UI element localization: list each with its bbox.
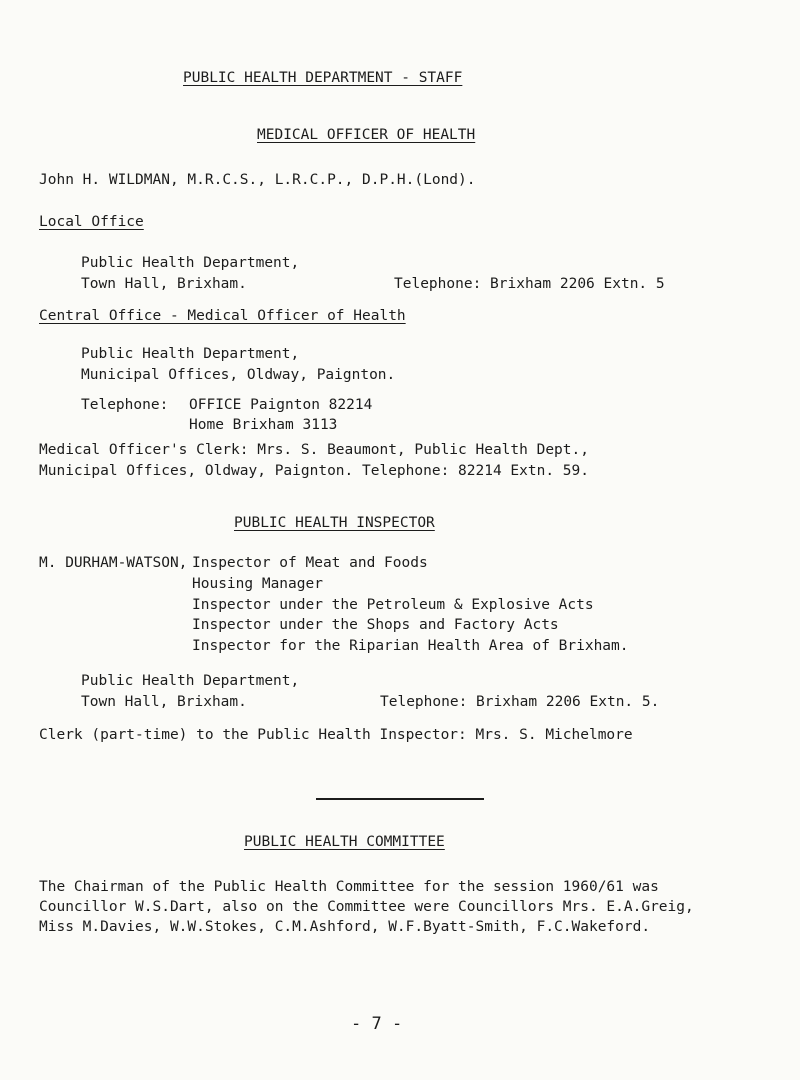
mo-clerk-line1: Medical Officer's Clerk: Mrs. S. Beaumont, Public Health Dept.,: [39, 442, 589, 458]
inspector-address-line2: Town Hall, Brixham.: [81, 694, 247, 710]
committee-line: Miss M.Davies, W.W.Stokes, C.M.Ashford, W.F.Byatt-Smith, F.C.Wakeford.: [39, 919, 651, 935]
inspector-role: Inspector of Meat and Foods: [192, 555, 428, 571]
central-office-heading: Central Office - Medical Officer of Health: [39, 308, 406, 324]
inspector-role: Housing Manager: [192, 576, 323, 592]
inspector-phone: Telephone: Brixham 2206 Extn. 5.: [380, 694, 660, 710]
local-office-heading: Local Office: [39, 214, 144, 230]
central-office-phone-home: Home Brixham 3113: [189, 417, 338, 433]
inspector-role: Inspector under the Petroleum & Explosive Acts: [192, 597, 594, 613]
mo-clerk-line2: Municipal Offices, Oldway, Paignton. Telephone: 82214 Extn. 59.: [39, 463, 589, 479]
inspector-address-line1: Public Health Department,: [81, 673, 300, 689]
committee-line: The Chairman of the Public Health Committee for the session 1960/61 was: [39, 879, 659, 895]
section-divider: [316, 798, 484, 800]
medical-officer-name: John H. WILDMAN, M.R.C.S., L.R.C.P., D.P.H.(Lond).: [39, 172, 476, 188]
medical-officer-heading: MEDICAL OFFICER OF HEALTH: [257, 127, 476, 143]
inspector-name: M. DURHAM-WATSON,: [39, 555, 188, 571]
local-office-address: Town Hall, Brixham.: [81, 276, 247, 292]
central-office-line2: Municipal Offices, Oldway, Paignton.: [81, 367, 396, 383]
inspector-clerk: Clerk (part-time) to the Public Health Inspector: Mrs. S. Michelmore: [39, 727, 633, 743]
local-office-line1: Public Health Department,: [81, 255, 300, 271]
page-number: - 7 -: [351, 1014, 403, 1034]
committee-heading: PUBLIC HEALTH COMMITTEE: [244, 834, 445, 850]
local-office-phone: Telephone: Brixham 2206 Extn. 5: [394, 276, 665, 292]
inspector-heading: PUBLIC HEALTH INSPECTOR: [234, 515, 435, 531]
central-office-phone-office: OFFICE Paignton 82214: [189, 397, 373, 413]
central-office-phone-label: Telephone:: [81, 397, 169, 413]
committee-line: Councillor W.S.Dart, also on the Committee were Councillors Mrs. E.A.Greig,: [39, 899, 694, 915]
inspector-role: Inspector under the Shops and Factory Acts: [192, 617, 559, 633]
inspector-role: Inspector for the Riparian Health Area of Brixham.: [192, 638, 629, 654]
central-office-line1: Public Health Department,: [81, 346, 300, 362]
page-title: PUBLIC HEALTH DEPARTMENT - STAFF: [183, 70, 463, 86]
